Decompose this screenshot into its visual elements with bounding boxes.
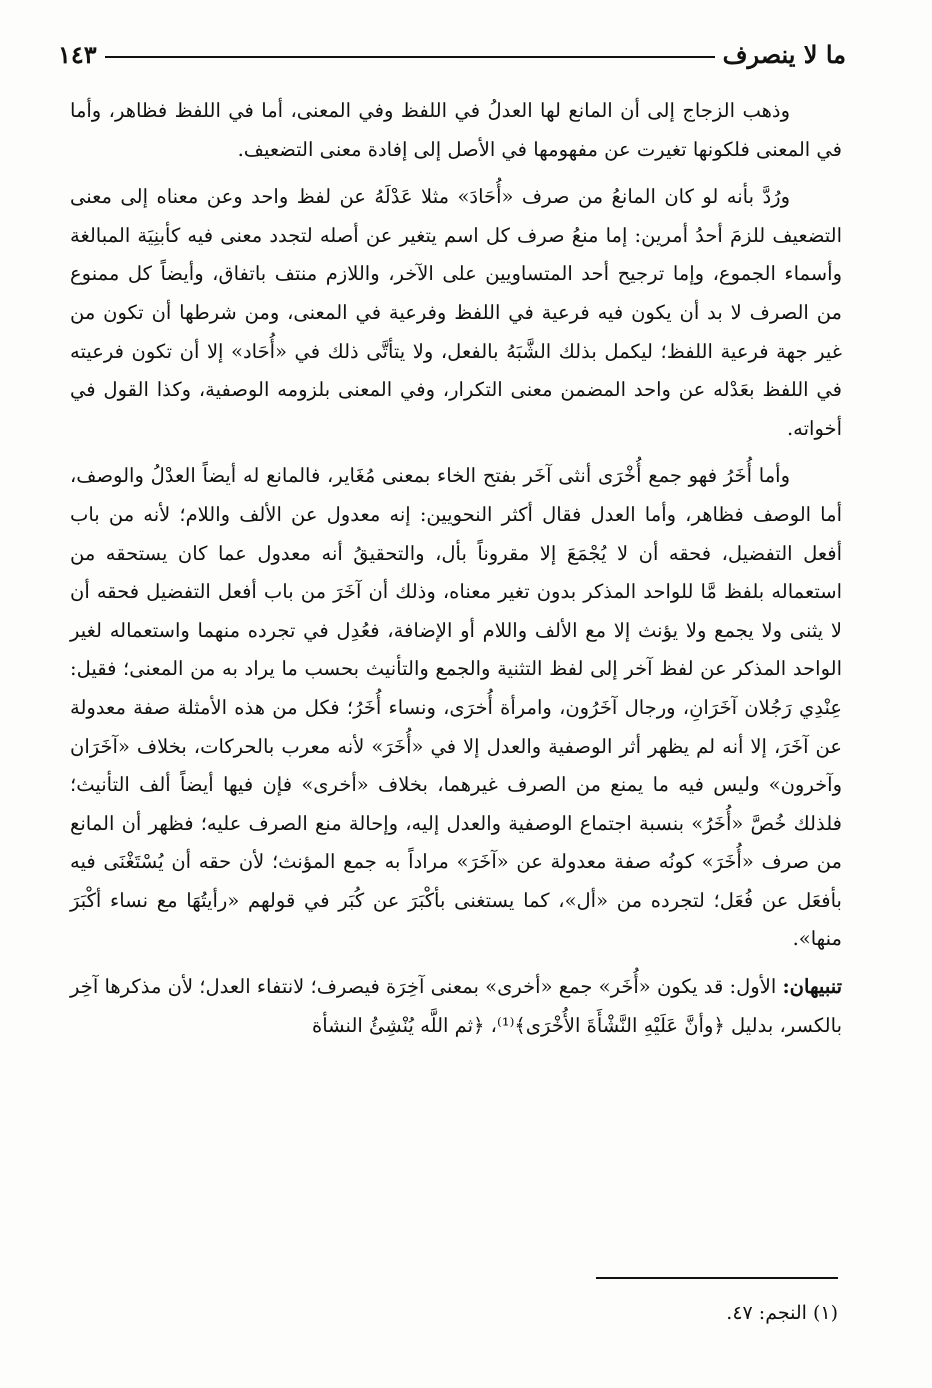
running-title: ما لا ينصرف xyxy=(722,39,846,69)
notes-text: الأول: قد يكون «أُخَر» جمع «أخرى» بمعنى آخِرَة فيصرف؛ لانتفاء العدل؛ لأن مذكرها آخِر بالكسر، بدليل ﴿وأنَّ عَلَيْهِ النَّشْأَةَ الأُخْرَى﴾⁽¹⁾، ﴿ثم اللَّه يُنْشِئُ النشأة xyxy=(70,975,842,1037)
paragraph-ukhar: وأما أُخَرُ فهو جمع أُخْرَى أنثى آخَر بفتح الخاء بمعنى مُغَاير، فالمانع له أيضاً العدْلُ والوصف، أما الوصف فظاهر، وأما العدل فقال أكثر النحويين: إنه معدول عن الألف واللام؛ لأنه من باب أفعل التفضيل، فحقه أن لا يُجْمَعَ إلا مقروناً بأل، والتحقيقُ أنه معدول عما كان يستحقه من استعماله بلفظ مَّا للواحد المذكر بدون تغير معناه، وذلك أن آخَرَ من باب أفعل التفضيل فحقه أن لا يثنى ولا يجمع ولا يؤنث إلا مع الألف واللام أو الإضافة، فعُدِل في تجرده منهما واستعماله لغير الواحد المذكر عن لفظ آخر إلى لفظ التثنية والجمع والتأنيث بحسب ما يراد به من المعنى؛ فقيل: عِنْدِي رَجُلان آخَرَانِ، ورجال آخَرُون، وامرأة أُخرَى، ونساء أُخَرُ؛ فكل من هذه الأمثلة صفة معدولة عن آخَرَ، إلا أنه لم يظهر أثر الوصفية والعدل إلا في «أُخَرَ» لأنه معرب بالحركات، بخلاف «آخَرَان وآخرون» وليس فيه ما يمنع من الصرف غيرهما، بخلاف «أخرى» فإن فيها أيضاً ألف التأنيث؛ فلذلك خُصَّ «أُخَرُ» بنسبة اجتماع الوصفية والعدل إليه، وإحالة منع الصرف عليه؛ فظهر أن المانع من صرف «أُخَرَ» كونُه صفة معدولة عن «آخَرَ» مراداً به جمع المؤنث؛ لأن حقه أن يُسْتَغْنَى فيه بأفعَل عن فُعَل؛ لتجرده من «أل»، كما يستغنى بأكْبَرَ عن كُبَر في قولهم «رأيتُهَا مع نساء أكْبَرَ منها». xyxy=(70,464,842,951)
footnote-rule xyxy=(596,1277,838,1279)
footnote: (١) النجم: ٤٧. xyxy=(726,1302,838,1324)
paragraph-rebuttal: ورُدَّ بأنه لو كان المانعُ من صرف «أُحَادَ» مثلا عَدْلَهُ عن لفظ واحد وعن معناه إلى معنى التضعيف للزمَ أحدُ أمرين: إما منعُ صرف كل اسم يتغير عن أصله لتجدد معنى فيه كأبنِيَة المبالغة وأسماء الجموع، وإما ترجيح أحد المتساويين على الآخر، واللازم منتف باتفاق، وأيضاً كل ممنوع من الصرف لا بد أن يكون فيه فرعية في اللفظ وفرعية في المعنى، ومن شرطها أن تكون من غير جهة فرعية اللفظ؛ ليكمل بذلك الشَّبَهُ بالفعل، ولا يتأتَّى ذلك في «أُحَاد» إلا أن تكون فرعيته في اللفظ بعَدْله عن واحد المضمن معنى التكرار، وفي المعنى بلزومه الوصفية، وكذا القول في أخواته. xyxy=(70,185,842,440)
notes-heading: تنبيهان: xyxy=(782,975,843,999)
page-header xyxy=(58,34,846,74)
paragraph-notes xyxy=(70,968,842,1045)
page-number: ١٤٣ xyxy=(58,39,97,69)
paragraph-zajjaj: وذهب الزجاج إلى أن المانع لها العدلُ في اللفظ وفي المعنى، أما في اللفظ فظاهر، وأما في المعنى فلكونها تغيرت عن مفهومها في الأصل إلى إفادة معنى التضعيف. xyxy=(70,99,842,161)
header-rule xyxy=(105,56,715,58)
main-text xyxy=(70,92,842,1054)
